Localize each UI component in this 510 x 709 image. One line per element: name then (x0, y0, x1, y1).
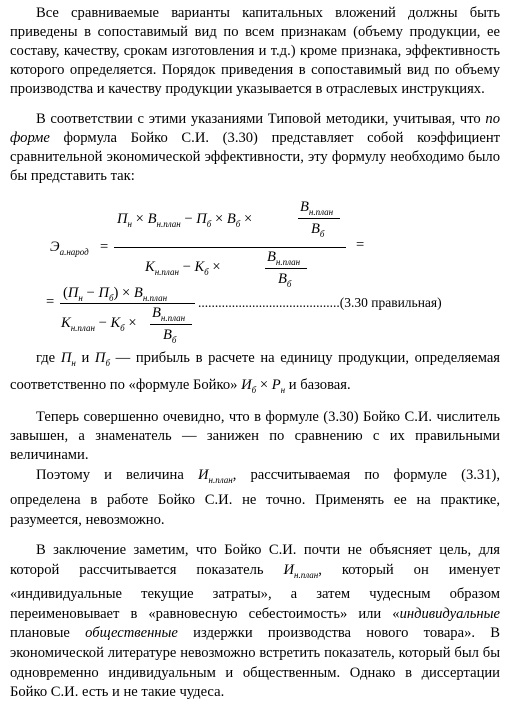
formula-2-den-frac-line (150, 324, 192, 325)
formula-lhs: $Э_{а.народ}$ (50, 239, 89, 257)
formula-1-denominator: $К_{н.план} - К_б$ × (145, 259, 221, 277)
formula-1-num-frac-bottom: $В_б$ (311, 221, 325, 239)
formula-eq-2: = (356, 237, 365, 253)
formula-1-den-frac-line (265, 268, 307, 269)
formula-1-num-frac-line (298, 218, 340, 219)
formula-2-den-frac-top: $В_{н.план}$ (152, 305, 186, 323)
paragraph-2-start: В соответствии с этими указаниями Типовой методики, учитывая, что (36, 111, 481, 127)
paragraph-3: Теперь совершенно очевидно, что в формуле (3.30) Бойко С.И. числитель завышен, а знаменатель — занижен по сравнению с их правильными величинами. (10, 409, 500, 463)
paragraph-2-italic: по форме (10, 111, 501, 146)
paragraph-2 (10, 110, 500, 186)
paragraph-4: Поэтому и величина $И_{н.план}$, рассчитываемая по формуле (3.31), определена в работе Бойко С.И. не точно. Применять ее на практике, разумеется, невозможно. (10, 467, 501, 528)
formula-eq-3: = (46, 294, 55, 310)
formula-1-den-frac-bottom: $В_б$ (278, 271, 292, 289)
formula-2-den-frac-bottom: $В_б$ (163, 327, 177, 345)
formula-1-den-frac-top: $В_{н.план}$ (267, 249, 301, 267)
paragraph-1: Все сравниваемые варианты капитальных вложений должны быть приведены в сопоставимый вид по всем признакам (объему продукции, ее составу, качеству, срокам изготовления и т.д.) кроме признака, эффективность которого определяется. Порядок приведения в сопоставимый вид по объему производства и качеству продукции указывается в отраслевых инструкциях. (10, 5, 500, 97)
formula-1-numerator: $П_н \times В_{н.план} - П_б \times В_б$ × (117, 211, 253, 229)
formula-1-main-line (114, 247, 346, 248)
formula-1-num-frac-top: $В_{н.план}$ (300, 199, 334, 217)
paragraph-where: где $П_н$ и $П_б$ — прибыль в расчете на единицу продукции, определяемая соответственно по «формуле Бойко» $И_б \times Р_н$ и базовая. (10, 350, 501, 395)
paragraph-5: В заключение заметим, что Бойко С.И. почти не объясняет цель, для которой рассчитывается показатель $И_{н.план}$, который он именует «индивидуальные текущие затраты», а затем чудесным образом переименовывает в «равновесную себестоимость» или «индивидуальные плановые общественные издержки производства нового товара». В экономической литературе невозможно встретить показатель, который был бы одновременно индивидуальным и общественным. Однако в диссертации Бойко С.И. есть и не такие чудеса. (10, 542, 501, 701)
formula-block (0, 196, 510, 346)
paragraph-2-end: формула Бойко С.И. (3.30) представляет собой коэффициент сравнительной экономической эффективности, эту формулу необходимо было бы представить так: (10, 130, 501, 184)
formula-2-denominator: $К_{н.план} - К_б$ × (61, 315, 137, 333)
formula-2-numerator: $(П_н - П_б) \times В_{н.план}$ (63, 285, 168, 303)
formula-label: ..........................................(3.30 правильная) (198, 295, 442, 310)
formula-eq-1: = (100, 239, 109, 255)
